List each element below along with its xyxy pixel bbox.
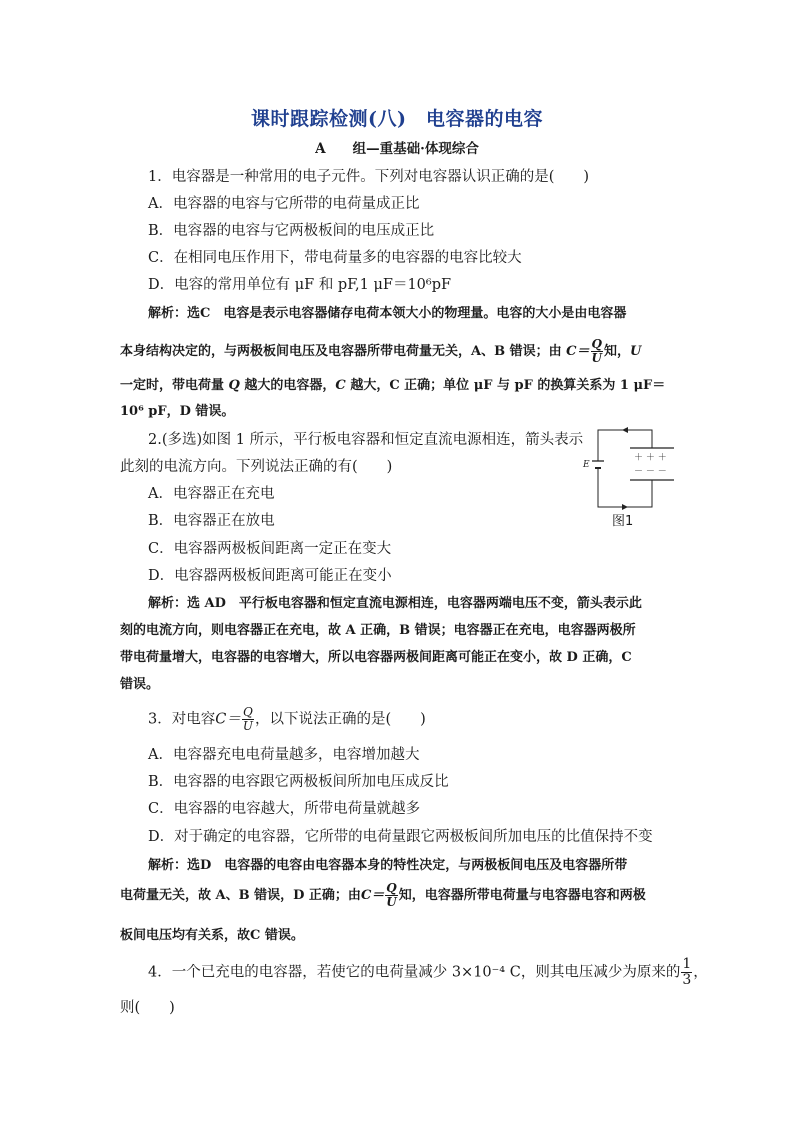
symbol-c: C <box>335 378 346 393</box>
fraction-denominator: 3 <box>682 972 692 988</box>
question-1-option-c: C．在相同电压作用下，带电荷量多的电容器的电容比较大 <box>148 250 522 266</box>
question-4-stem-punct: ， <box>693 964 708 981</box>
formula-numerator: Q <box>242 705 253 719</box>
question-4-stem-line-1 <box>148 957 708 988</box>
formula-denominator: U <box>242 719 253 733</box>
question-1-analysis-line-1: 解析：选C 电容是表示电容器储存电荷本领大小的物理量。电容的大小是由电容器 <box>148 306 627 321</box>
question-2-option-d: D．电容器两极板间距离可能正在变小 <box>148 568 392 584</box>
figure-1-label: 图1 <box>612 514 634 529</box>
question-4-stem-line-2: 则( ) <box>120 1000 175 1016</box>
section-heading: A 组—重基础·体现综合 <box>315 141 479 157</box>
question-4-stem-text: 4．一个已充电的电容器，若使它的电荷量减少 3×10⁻⁴ C，则其电压减少为原来的 <box>148 964 681 981</box>
question-3-option-c: C．电容器的电容越大，所带电荷量就越多 <box>148 801 421 817</box>
question-1-analysis-line-2 <box>120 338 641 365</box>
battery-label: E <box>583 460 590 470</box>
formula-numerator: Q <box>386 881 397 895</box>
question-1-analysis-line-4: 10⁶ pF，D 错误。 <box>120 404 235 419</box>
question-1-option-b: B．电容器的电容与它两极板间的电压成正比 <box>148 223 435 239</box>
formula-fraction <box>242 706 254 733</box>
question-2-stem-line-1: 2.(多选)如图 1 所示，平行板电容器和恒定直流电源相连，箭头表示 <box>148 432 584 448</box>
question-3-option-d: D．对于确定的电容器，它所带的电荷量跟它两极板间所加电压的比值保持不变 <box>148 829 653 845</box>
question-2-analysis-line-1: 解析：选 AD 平行板电容器和恒定直流电源相连，电容器两端电压不变，箭头表示此 <box>148 596 642 611</box>
question-2-option-b: B．电容器正在放电 <box>148 513 275 529</box>
question-1-option-d: D．电容的常用单位有 μF 和 pF,1 μF＝10⁶pF <box>148 277 452 293</box>
question-2-analysis-line-2: 刻的电流方向，则电容器正在充电，故 A 正确，B 错误；电容器正在充电，电容器两极所 <box>120 623 636 638</box>
analysis-text: 本身结构决定的，与两极板间电压及电容器所带电荷量无关，A、B 错误；由 <box>120 344 562 359</box>
fraction-one-third <box>681 957 692 988</box>
question-2-analysis-line-4: 错误。 <box>120 677 160 692</box>
formula-lhs: C＝ <box>566 344 590 359</box>
plate-charges-top: ＋ ＋ ＋ <box>634 453 667 463</box>
plate-charges-bottom: － － － <box>634 467 667 477</box>
analysis-text: 知，电容器所带电荷量与电容器电容和两极 <box>398 888 646 903</box>
formula-lhs: C＝ <box>215 711 241 728</box>
analysis-text: 知， <box>603 344 630 359</box>
question-2-analysis-line-3: 带电荷量增大，电容器的电容增大，所以电容器两极间距离可能正在变小，故 D 正确，C <box>120 650 632 665</box>
formula-denominator: U <box>591 351 602 365</box>
formula-numerator: Q <box>591 337 602 351</box>
question-3-option-a: A．电容器充电电荷量越多，电容增加越大 <box>148 747 420 763</box>
question-2-option-a: A．电容器正在充电 <box>148 486 275 502</box>
question-1-option-a: A．电容器的电容与它所带的电荷量成正比 <box>148 196 420 212</box>
question-3-analysis-line-1: 解析：选D 电容器的电容由电容器本身的特性决定，与两极板间电压及电容器所带 <box>148 858 628 873</box>
question-3-option-b: B．电容器的电容跟它两极板间所加电压成反比 <box>148 774 449 790</box>
symbol-u: U <box>629 344 642 359</box>
page-title: 课时跟踪检测(八) 电容器的电容 <box>251 108 543 130</box>
analysis-text: 电荷量无关，故 A、B 错误，D 正确；由 <box>120 888 361 903</box>
question-3-analysis-line-3: 板间电压均有关系，故C 错误。 <box>120 928 304 943</box>
question-3-stem <box>148 706 426 733</box>
formula-fraction <box>385 882 397 909</box>
question-3-stem-end: ，以下说法正确的是( ) <box>254 711 426 728</box>
analysis-text: 一定时，带电荷量 <box>120 378 225 393</box>
formula-denominator: U <box>386 895 397 909</box>
current-arrow-top <box>622 427 628 433</box>
question-1-stem: 1．电容器是一种常用的电子元件。下列对电容器认识正确的是( ) <box>148 169 590 185</box>
formula-lhs: C＝ <box>360 888 385 903</box>
question-1-analysis-line-3 <box>120 374 665 393</box>
fraction-numerator: 1 <box>682 956 692 972</box>
symbol-q: Q <box>228 378 240 393</box>
analysis-text: 越大的电容器， <box>244 378 336 393</box>
question-2-stem-line-2: 此刻的电流方向。下列说法正确的有( ) <box>120 459 393 475</box>
analysis-text: 越大，C 正确；单位 μF 与 pF 的换算关系为 1 μF＝ <box>350 378 666 393</box>
formula-fraction <box>591 338 603 365</box>
question-3-analysis-line-2 <box>120 882 646 909</box>
question-3-stem-start: 3．对电容 <box>148 711 216 728</box>
question-2-option-c: C．电容器两极板间距离一定正在变大 <box>148 541 392 557</box>
